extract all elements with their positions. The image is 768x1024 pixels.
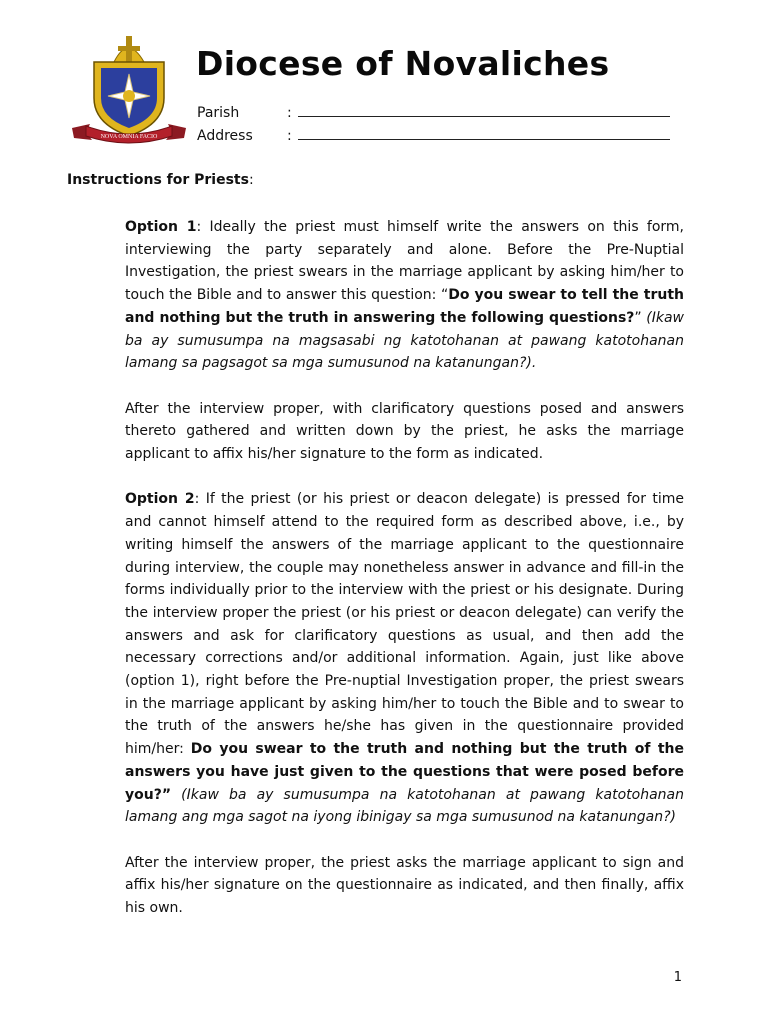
instructions-heading-text: Instructions for Priests [67,172,249,188]
after-interview-paragraph-2: After the interview proper, the priest asks the marriage applicant to sign and affix his/her signature on the questionnaire as indicated, and then finally, affix his own. [125,854,684,917]
instructions-heading [67,172,254,188]
parish-label: Parish [197,105,240,121]
option1-colon: : [196,219,202,235]
instructions-heading-colon: : [248,172,254,188]
option2-text: If the priest (or his priest or deacon delegate) is pressed for time and cannot himself attend to the required form as described above, i.e., by writing himself the answers of the marriage applicant to the questionnaire during interview, the couple may nonetheless answer in advance and fill-in the forms individually prior to the interview with the priest or his designate. During the interview proper the priest (or his priest or deacon delegate) can verify the answers and ask for clarificatory questions as usual, and then add the necessary corrections and/or additional information. Again, just like above (option 1), right before the Pre-nuptial Investigation proper, the priest swears in the marriage applicant by asking him/her to touch the Bible and to swear to the truth of the answers he/she has given in the questionnaire provided him/her: [125,491,684,758]
address-field [197,128,670,144]
page-number: 1 [673,970,682,985]
option2-tagalog-translation: (Ikaw ba ay sumusumpa na katotohanan at pawang katotohanan lamang ang mga sagot na iyong ibinigay sa mga sumusunod na katanungan?) [125,786,684,826]
option1-tagalog-translation: (Ikaw ba ay sumusumpa na magsasabi ng katotohanan at pawang katotohanan lamang sa pagsagot sa mga sumusunod na katanungan?). [125,309,685,372]
document-title: Diocese of Novaliches [196,44,610,83]
after-interview-paragraph-1: After the interview proper, with clarificatory questions posed and answers thereto gathered and written down by the priest, he asks the marriage applicant to affix his/her signature to the form as indicated. [125,400,684,463]
option1-text: Ideally the priest must himself write the answers on this form, interviewing the party separately and alone. Before the Pre-Nuptial Investigation, the priest swears in the marriage applicant by asking him/her to touch the Bible and to answer this question: “ [125,219,684,304]
address-label: Address [197,128,253,144]
option2-oath-question: Do you swear to the truth and nothing but the truth of the answers you have just given to the questions that were posed before you?” [125,741,684,803]
option2-colon: : [194,491,200,508]
diocese-crest-logo [70,32,188,144]
parish-colon: : [287,105,292,121]
parish-field [197,105,670,121]
option1-oath-question: Do you swear to tell the truth and nothing but the truth in answering the following questions? [125,287,684,326]
option1-label: Option 1 [125,219,197,235]
option1-paragraph [125,216,684,375]
address-blank-line [298,128,670,140]
instructions-body [125,216,684,942]
option2-label: Option 2 [125,491,195,508]
option2-paragraph [125,488,684,829]
address-colon: : [287,128,292,144]
option1-close-quote: ” [634,309,642,326]
crest-motto: NOVA OMNIA FACIO [100,134,158,140]
parish-blank-line [298,105,670,117]
